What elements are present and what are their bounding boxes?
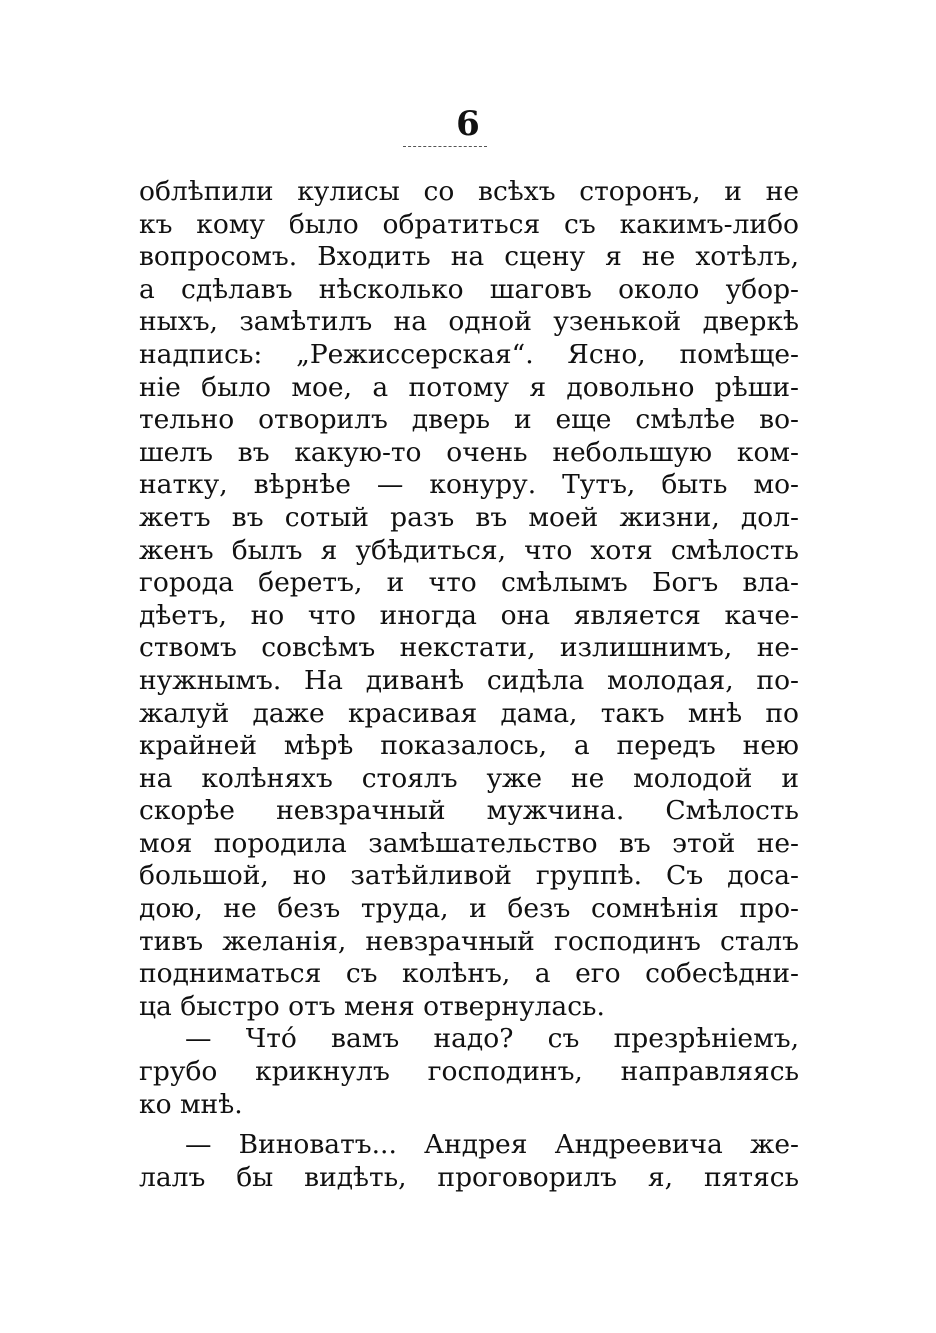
text-line: къ кому было обратиться съ какимъ-либо bbox=[139, 208, 799, 240]
text-line: а сдѣлавъ нѣсколько шаговъ около убор- bbox=[139, 273, 799, 305]
text-line: тивъ желанія, невзрачный господинъ сталъ bbox=[139, 925, 799, 957]
text-line: города беретъ, и что смѣлымъ Богъ вла- bbox=[139, 567, 799, 599]
text-line: большой, но затѣйливой группѣ. Съ доса- bbox=[139, 860, 799, 892]
text-line: моя породила замѣшательство въ этой не- bbox=[139, 827, 799, 859]
text-line: подниматься съ колѣнъ, а его собесѣдни- bbox=[139, 958, 799, 990]
text-line: жетъ въ сотый разъ въ моей жизни, дол- bbox=[139, 501, 799, 533]
text-line: ко мнѣ. bbox=[139, 1088, 243, 1120]
text-line: крайней мѣрѣ показалось, а передъ нею bbox=[139, 730, 799, 762]
body-text bbox=[139, 176, 799, 1194]
text-line: надпись: „Режиссерская“. Ясно, помѣще- bbox=[139, 338, 799, 370]
text-line: дою, не безъ труда, и безъ сомнѣнія про- bbox=[139, 893, 799, 925]
text-line: облѣпили кулисы со всѣхъ сторонъ, и не bbox=[139, 176, 799, 207]
page-number: 6 bbox=[456, 104, 480, 144]
text-line: дѣетъ, но что иногда она является каче- bbox=[139, 599, 799, 631]
text-line: скорѣе невзрачный мужчина. Смѣлость bbox=[139, 795, 799, 827]
text-line: — Виноватъ... Андрея Андреевича же- bbox=[185, 1129, 799, 1161]
text-line: ствомъ совсѣмъ некстати, излишнимъ, не- bbox=[139, 632, 799, 664]
text-line: нужнымъ. На диванѣ сидѣла молодая, по- bbox=[139, 664, 799, 696]
text-line: натку, вѣрнѣе — конуру. Тутъ, быть мо- bbox=[139, 469, 799, 501]
text-line: ніе было мое, а потому я довольно рѣши- bbox=[139, 371, 799, 403]
text-line: — Чтó вамъ надо? съ презрѣніемъ, bbox=[185, 1023, 799, 1055]
text-line: жалуй даже красивая дама, такъ мнѣ по bbox=[139, 697, 799, 729]
text-line: шелъ въ какую-то очень небольшую ком- bbox=[139, 436, 799, 468]
text-line: тельно отворилъ дверь и еще смѣлѣе во- bbox=[139, 404, 799, 436]
header-rule bbox=[403, 146, 487, 147]
text-line: лалъ бы видѣть, проговорилъ я, пятясь bbox=[139, 1161, 799, 1193]
paragraph-dialogue-2 bbox=[139, 1129, 799, 1194]
text-line: женъ былъ я убѣдиться, что хотя смѣлость bbox=[139, 534, 799, 566]
text-line: грубо крикнулъ господинъ, направляясь bbox=[139, 1056, 799, 1088]
text-line: ца быстро отъ меня отвернулась. bbox=[139, 990, 605, 1022]
text-line: на колѣняхъ стоялъ уже не молодой и bbox=[139, 762, 799, 794]
paragraph-dialogue-1 bbox=[139, 1023, 799, 1121]
paragraph-narrative bbox=[139, 176, 799, 1023]
text-line: ныхъ, замѣтилъ на одной узенькой дверкѣ bbox=[139, 306, 799, 338]
text-line: вопросомъ. Входить на сцену я не хотѣлъ, bbox=[139, 241, 799, 273]
